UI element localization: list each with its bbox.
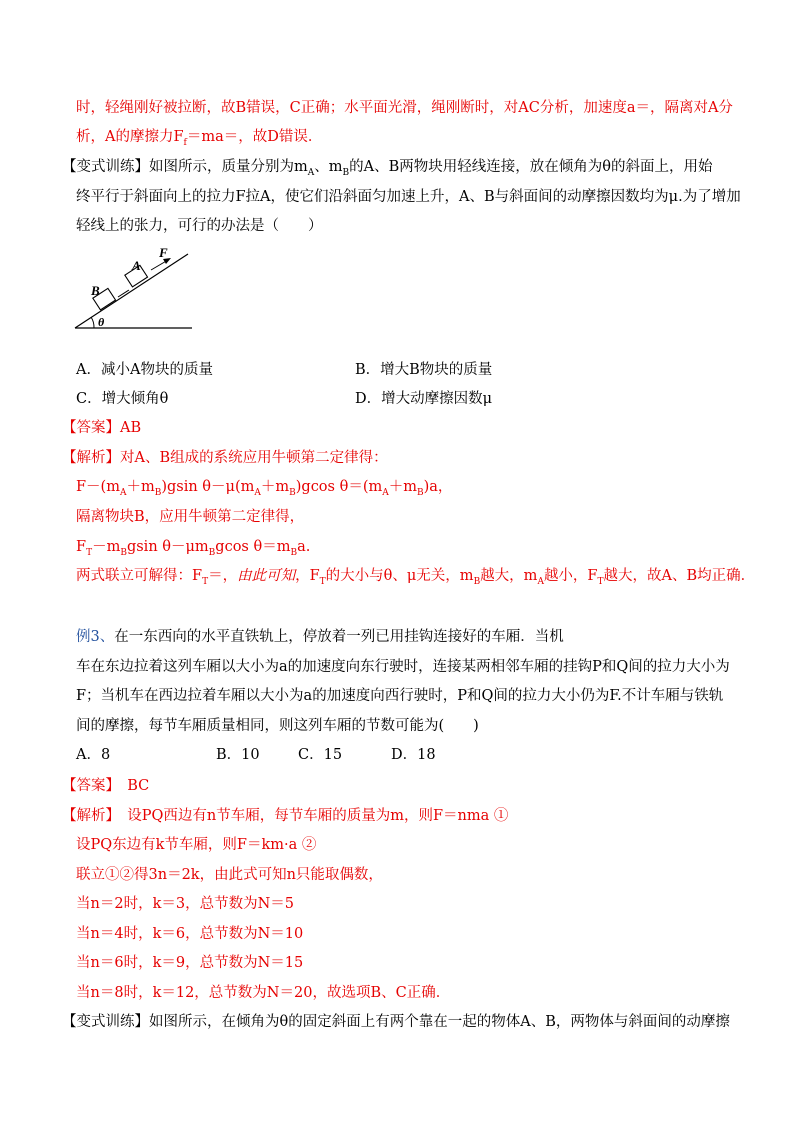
- analysis-1-line-3: 隔离物块B，应用牛顿第二定律得，: [76, 509, 305, 525]
- incline-diagram: [70, 240, 205, 335]
- label-a: A: [132, 258, 141, 273]
- angle-arc: [91, 317, 94, 328]
- example-3-line-1: 例3、在一东西向的水平直铁轨上，停放着一列已用挂钩连接好的车厢．当机: [76, 629, 564, 645]
- analysis-2-line-5: 当n＝4时，k＝6，总节数为N＝10: [76, 926, 304, 942]
- variant-training-1-line-2: 终平行于斜面向上的拉力F拉A，使它们沿斜面匀加速上升，A、B与斜面间的动摩擦因数均为μ.为了增加: [76, 189, 741, 205]
- example-3-line-4: 间的摩擦，每节车厢质量相同，则这列车厢的节数可能为( ): [76, 718, 479, 734]
- analysis-1-line-2: $F-(m_A+m_B)gsin$ $\theta-\mu(m_A+m_B)gcos$ $\theta=(m_A+m_B)a$，: [76, 479, 453, 498]
- analysis-2-line-7: 当n＝8时，k＝12，总节数为N＝20，故选项B、C正确．: [76, 985, 451, 1001]
- option-d: D．增大动摩擦因数μ: [355, 391, 493, 407]
- analysis-2-line-4: 当n＝2时，k＝3，总节数为N＝5: [76, 896, 294, 912]
- analysis-1-line-1: 【解析】对A、B组成的系统应用牛顿第二定律得：: [62, 450, 388, 466]
- analysis-2-line-6: 当n＝6时，k＝9，总节数为N＝15: [76, 955, 304, 971]
- analysis-continuation-line-2: 析，A的摩擦力$F_f=ma=$，故D错误．: [76, 129, 323, 148]
- analysis-2-line-2: 设PQ东边有k节车厢，则F＝km·a ②: [76, 837, 317, 853]
- example-3-option-a: A．8: [76, 747, 111, 763]
- example-3-option-b: B．10: [216, 747, 260, 763]
- variant-training-1-line-1: 【变式训练】如图所示，质量分别为$m_A$、$m_B$的A、B两物块用轻线连接，放在倾角为θ的斜面上，用始: [62, 159, 713, 178]
- example-3-option-c: C．15: [298, 747, 343, 763]
- variant-training-2-line-1: 【变式训练】如图所示，在倾角为θ的固定斜面上有两个靠在一起的物体A、B，两物体与斜面间的动摩擦: [62, 1014, 730, 1030]
- answer-1: 【答案】AB: [62, 420, 142, 436]
- option-a: A．减小A物块的质量: [76, 362, 213, 378]
- example-3-line-3: F；当机车在西边拉着车厢以大小为a的加速度向西行驶时，P和Q间的拉力大小仍为F.不计车厢与铁轨: [76, 688, 724, 704]
- answer-2: 【答案】 BC: [62, 778, 150, 794]
- analysis-2-line-1: 【解析】 设PQ西边有n节车厢，每节车厢的质量为m，则F＝nma ①: [62, 808, 509, 824]
- label-f: F: [159, 245, 168, 260]
- example-3-line-2: 车在东边拉着这列车厢以大小为a的加速度向东行驶时，连接某两相邻车厢的挂钩P和Q间的拉力大小为: [76, 659, 730, 675]
- label-theta: θ: [98, 315, 105, 329]
- analysis-continuation-line-1: 时，轻绳刚好被拉断，故B错误，C正确；水平面光滑，绳刚断时，对AC分析，加速度a＝，隔离对A分: [76, 100, 733, 116]
- option-b: B．增大B物块的质量: [355, 362, 493, 378]
- analysis-2-line-3: 联立①②得3n＝2k，由此式可知n只能取偶数，: [76, 867, 383, 883]
- variant-training-1-line-3: 轻线上的张力，可行的办法是（ ）: [76, 218, 323, 234]
- option-c: C．增大倾角θ: [76, 391, 169, 407]
- label-b: B: [91, 283, 100, 298]
- example-3-option-d: D．18: [391, 747, 436, 763]
- analysis-1-line-5: 两式联立可解得：$F_T=$，由此可知，$F_T$的大小与θ、μ无关，$m_B$越大，$m_A$越小，$F_T$越大，故A、B均正确．: [76, 568, 756, 587]
- analysis-1-line-4: $F_T-m_Bgsin$ $\theta-\mu m_Bgcos$ $\theta=m_Ba$.: [76, 539, 311, 558]
